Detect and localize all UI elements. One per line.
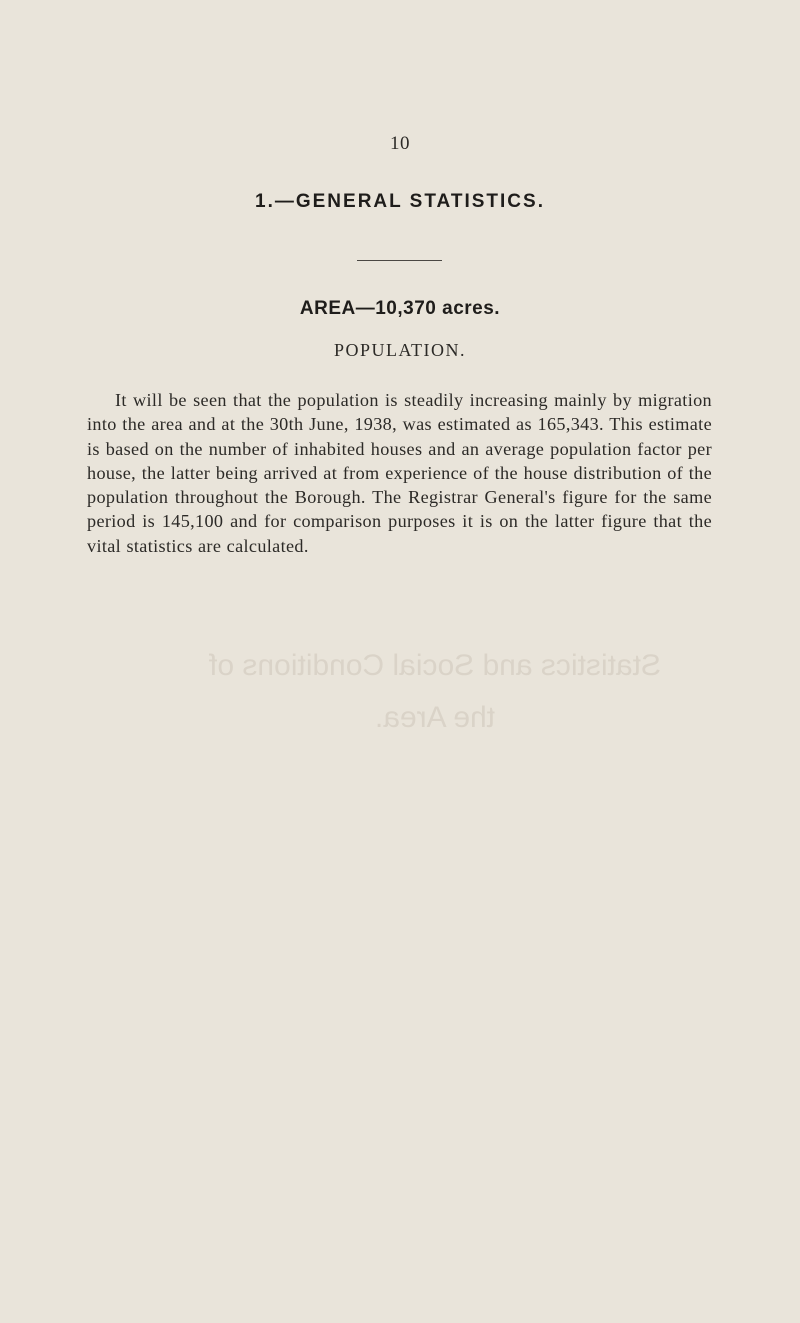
page-number: 10 (390, 133, 410, 154)
reverse-side-show-through (135, 640, 735, 744)
show-through-line-2: the Area. (374, 701, 496, 734)
population-paragraph: It will be seen that the population is steadily increasing mainly by migration into the area and at the 30th June, 1938, was estimated as 165,343. This estimate is based on the number of inhabited houses and an average population factor per house, the latter being arrived at from experience of the house distribution of the population throughout the Borough. The Registrar General's figure for the same period is 145,100 and for comparison purposes it is on the latter figure that the vital statistics are calculated. (87, 390, 712, 556)
section-heading: 1.—GENERAL STATISTICS. (255, 191, 545, 212)
divider-rule (357, 260, 442, 261)
population-subheading: POPULATION. (333, 340, 466, 360)
show-through-line-1: Statistics and Social Conditions of (209, 649, 661, 682)
area-heading: AREA—10,370 acres. (299, 298, 501, 319)
